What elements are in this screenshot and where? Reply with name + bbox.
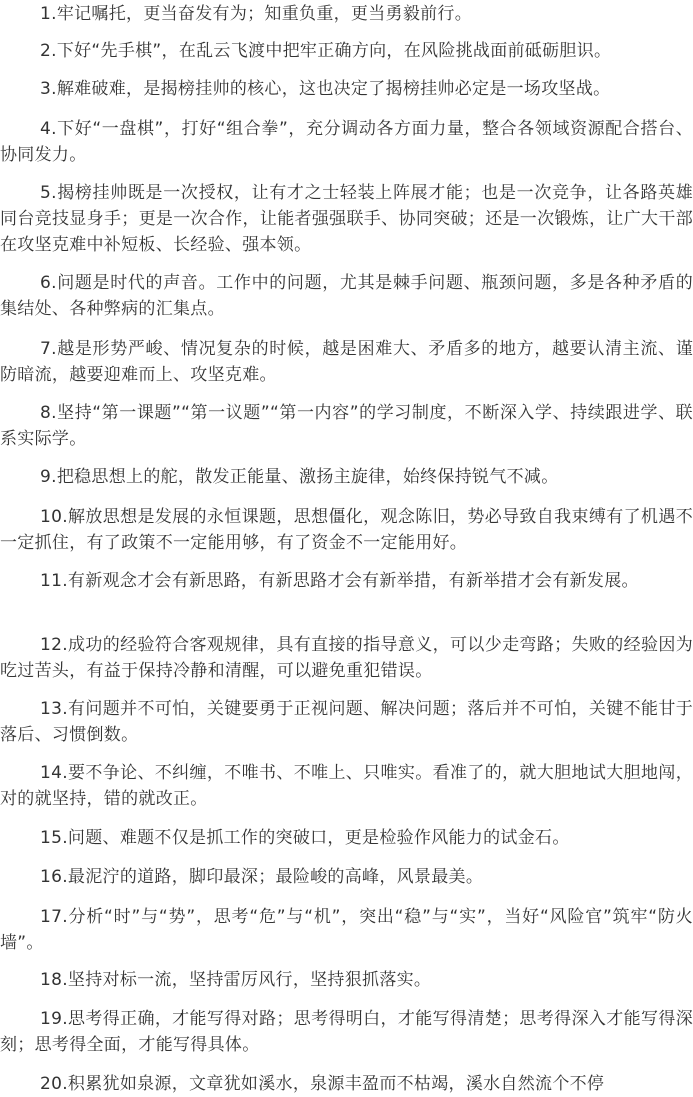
paragraph-18: 18.坚持对标一流，坚持雷厉风行，坚持狠抓落实。 — [40, 970, 432, 990]
paragraph-2: 2.下好“先手棋”，在乱云飞渡中把牢正确方向，在风险挑战面前砥砺胆识。 — [40, 41, 612, 61]
paragraph-15: 15.问题、难题不仅是抓工作的突破口，更是检验作风能力的试金石。 — [40, 828, 570, 848]
paragraph-14: 14.要不争论、不纠缠，不唯书、不唯上、只唯实。看准了的，就大胆地试大胆地闯，对的就坚持，错的就改正。 — [0, 763, 693, 809]
paragraph-19: 19.思考得正确，才能写得对路；思考得明白，才能写得清楚；思考得深入才能写得深刻；思考得全面，才能写得具体。 — [0, 1009, 693, 1055]
paragraph-13: 13.有问题并不可怕，关键要勇于正视问题、解决问题；落后并不可怕，关键不能甘于落后、习惯倒数。 — [0, 699, 693, 745]
paragraph-7: 7.越是形势严峻、情况复杂的时候，越是困难大、矛盾多的地方，越要认清主流、谨防暗流，越要迎难而上、攻坚克难。 — [0, 339, 693, 385]
paragraph-4: 4.下好“一盘棋”，打好“组合拳”，充分调动各方面力量，整合各领域资源配合搭台、协同发力。 — [0, 119, 693, 165]
paragraph-3: 3.解难破难，是揭榜挂帅的核心，这也决定了揭榜挂帅必定是一场攻坚战。 — [40, 79, 611, 99]
paragraph-17: 17.分析“时”与“势”，思考“危”与“机”，突出“稳”与“实”，当好“风险官”筑牢“防火墙”。 — [0, 907, 693, 953]
paragraph-11: 11.有新观念才会有新思路，有新思路才会有新举措，有新举措才会有新发展。 — [40, 571, 639, 591]
paragraph-6: 6.问题是时代的声音。工作中的问题，尤其是棘手问题、瓶颈问题，多是各种矛盾的集结处、各种弊病的汇集点。 — [0, 273, 693, 319]
paragraph-20: 20.积累犹如泉源，文章犹如溪水，泉源丰盈而不枯竭，溪水自然流个不停 — [40, 1074, 605, 1094]
paragraph-5: 5.揭榜挂帅既是一次授权，让有才之士轻装上阵展才能；也是一次竞争，让各路英雄同台竞技显身手；更是一次合作，让能者强强联手、协同突破；还是一次锻炼，让广大干部在攻坚克难中补短板、长经验、强本领。 — [0, 183, 693, 255]
paragraph-10: 10.解放思想是发展的永恒课题，思想僵化，观念陈旧，势必导致自我束缚有了机遇不一定抓住，有了政策不一定能用够，有了资金不一定能用好。 — [0, 507, 693, 553]
paragraph-8: 8.坚持“第一课题”“第一议题”“第一内容”的学习制度，不断深入学、持续跟进学、联系实际学。 — [0, 403, 693, 449]
paragraph-1: 1.牢记嘱托，更当奋发有为；知重负重，更当勇毅前行。 — [40, 4, 473, 24]
paragraph-9: 9.把稳思想上的舵，散发正能量、激扬主旋律，始终保持锐气不减。 — [40, 467, 559, 487]
paragraph-16: 16.最泥泞的道路，脚印最深；最险峻的高峰，风景最美。 — [40, 867, 484, 887]
paragraph-12: 12.成功的经验符合客观规律，具有直接的指导意义，可以少走弯路；失败的经验因为吃过苦头，有益于保持冷静和清醒，可以避免重犯错误。 — [0, 635, 693, 681]
